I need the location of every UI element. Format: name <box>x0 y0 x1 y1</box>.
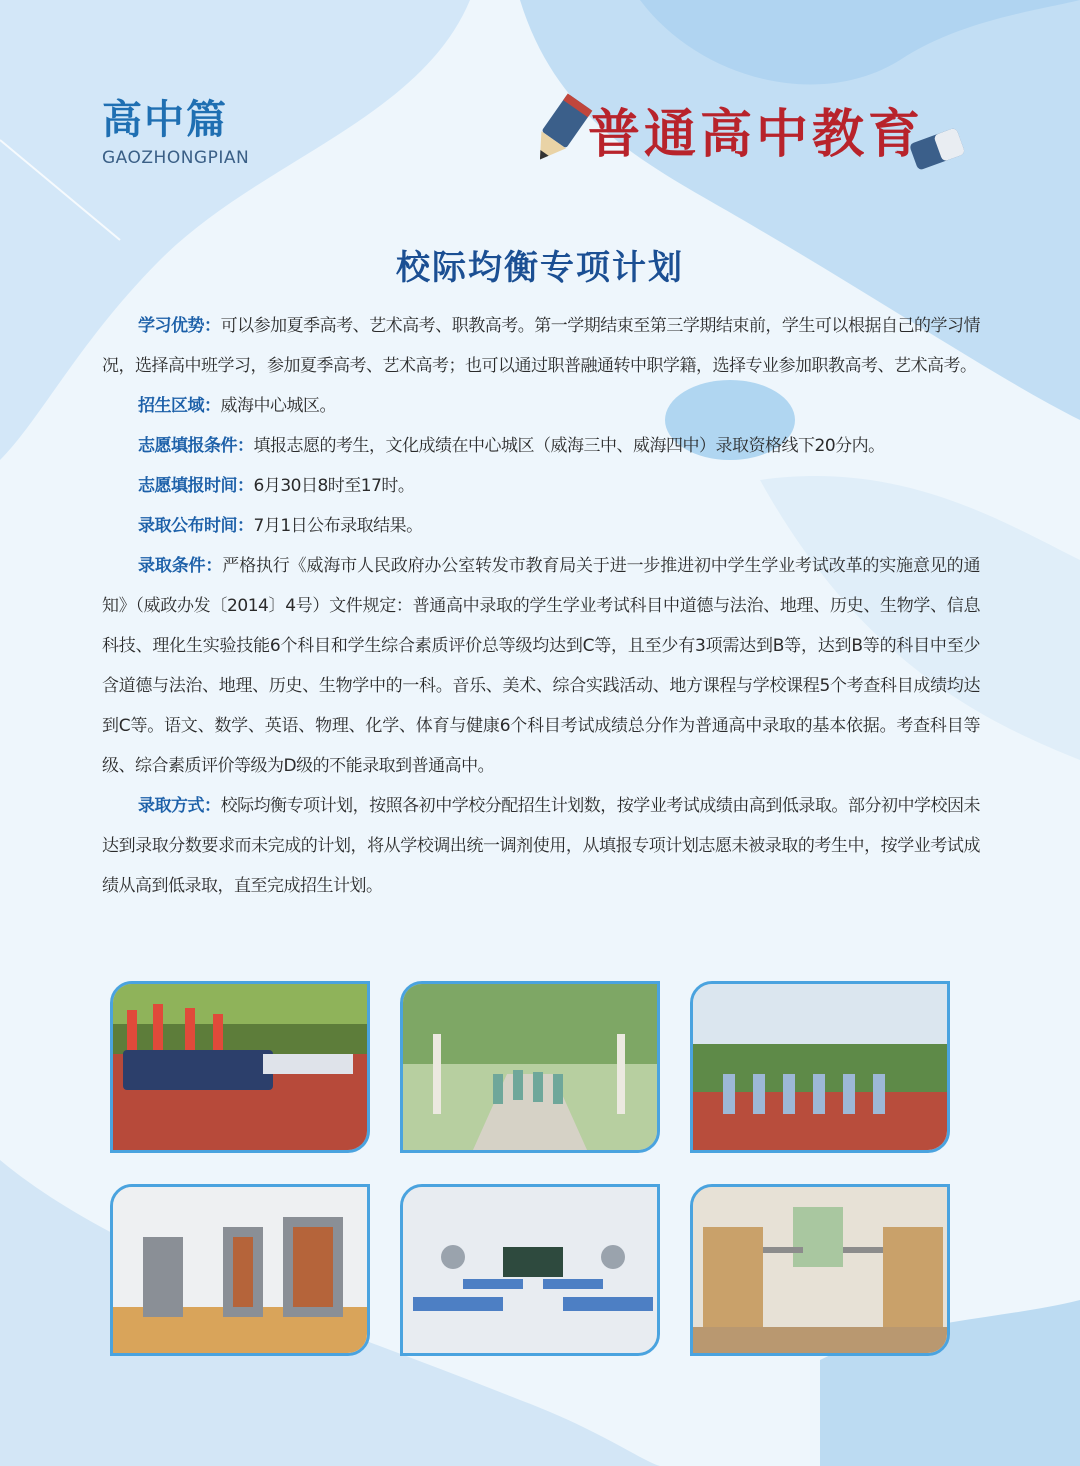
laboratory-photo <box>400 1184 660 1356</box>
military-salute-photo <box>690 981 950 1153</box>
sports-parade-photo <box>110 981 370 1153</box>
paragraph <box>102 426 980 466</box>
paragraph-label: 录取公布时间： <box>138 516 254 536</box>
document-title: 校际均衡专项计划 <box>396 248 684 288</box>
paragraph-label: 录取条件： <box>138 556 223 576</box>
paragraph-label: 学习优势： <box>138 316 221 336</box>
paragraph-text: 威海中心城区。 <box>220 396 336 416</box>
paragraph-label: 志愿填报时间： <box>138 476 254 496</box>
banner-title: 普通高中教育 <box>588 104 925 165</box>
library-photo <box>110 1184 370 1356</box>
paragraph-text: 可以参加夏季高考、艺术高考、职教高考。第一学期结束至第三学期结束前，学生可以根据自己的学习情况，选择高中班学习，参加夏季高考、艺术高考；也可以通过职普融通转中职学籍，选择专业参加职教高考、艺术高考。 <box>102 316 981 376</box>
section-tag <box>102 96 322 168</box>
paragraph-text: 6月30日8时至17时。 <box>253 476 415 496</box>
dormitory-photo <box>690 1184 950 1356</box>
banner <box>540 84 970 184</box>
paragraph-label: 录取方式： <box>138 796 221 816</box>
paragraph <box>102 786 980 906</box>
paragraph-text: 严格执行《威海市人民政府办公室转发市教育局关于进一步推进初中学生学业考试改革的实施意见的通知》（威政办发〔2014〕4号）文件规定：普通高中录取的学生学业考试科目中道德与法治、地理、历史、生物学、信息科技、理化生实验技能6个科目和学生综合素质评价总等级均达到C等，且至少有3项需达到B等，达到B等的科目中至少含道德与法治、地理、历史、生物学中的一科。音乐、美术、综合实践活动、地方课程与学校课程5个考查科目成绩均达到C等。语文、数学、英语、物理、化学、体育与健康6个科目考试成绩总分作为普通高中录取的基本依据。考查科目等级、综合素质评价等级为D级的不能录取到普通高中。 <box>102 556 981 776</box>
paragraph-label: 招生区域： <box>138 396 221 416</box>
paragraph-text: 填报志愿的考生，文化成绩在中心城区（威海三中、威海四中）录取资格线下20分内。 <box>253 436 885 456</box>
paragraph <box>102 386 980 426</box>
paragraph-label: 志愿填报条件： <box>138 436 254 456</box>
section-tag-cn: 高中篇 <box>102 97 228 143</box>
paragraph <box>102 506 980 546</box>
paragraph-text: 7月1日公布录取结果。 <box>253 516 423 536</box>
paragraph <box>102 466 980 506</box>
tree-lined-path-photo <box>400 981 660 1153</box>
section-tag-en: GAOZHONGPIAN <box>102 148 250 168</box>
paragraph <box>102 546 980 786</box>
paragraph-text: 校际均衡专项计划，按照各初中学校分配招生计划数，按学业考试成绩由高到低录取。部分初中学校因未达到录取分数要求而未完成的计划，将从学校调出统一调剂使用，从填报专项计划志愿未被录取的考生中，按学业考试成绩从高到低录取，直至完成招生计划。 <box>102 796 981 896</box>
document-body <box>102 306 980 906</box>
paragraph <box>102 306 980 386</box>
